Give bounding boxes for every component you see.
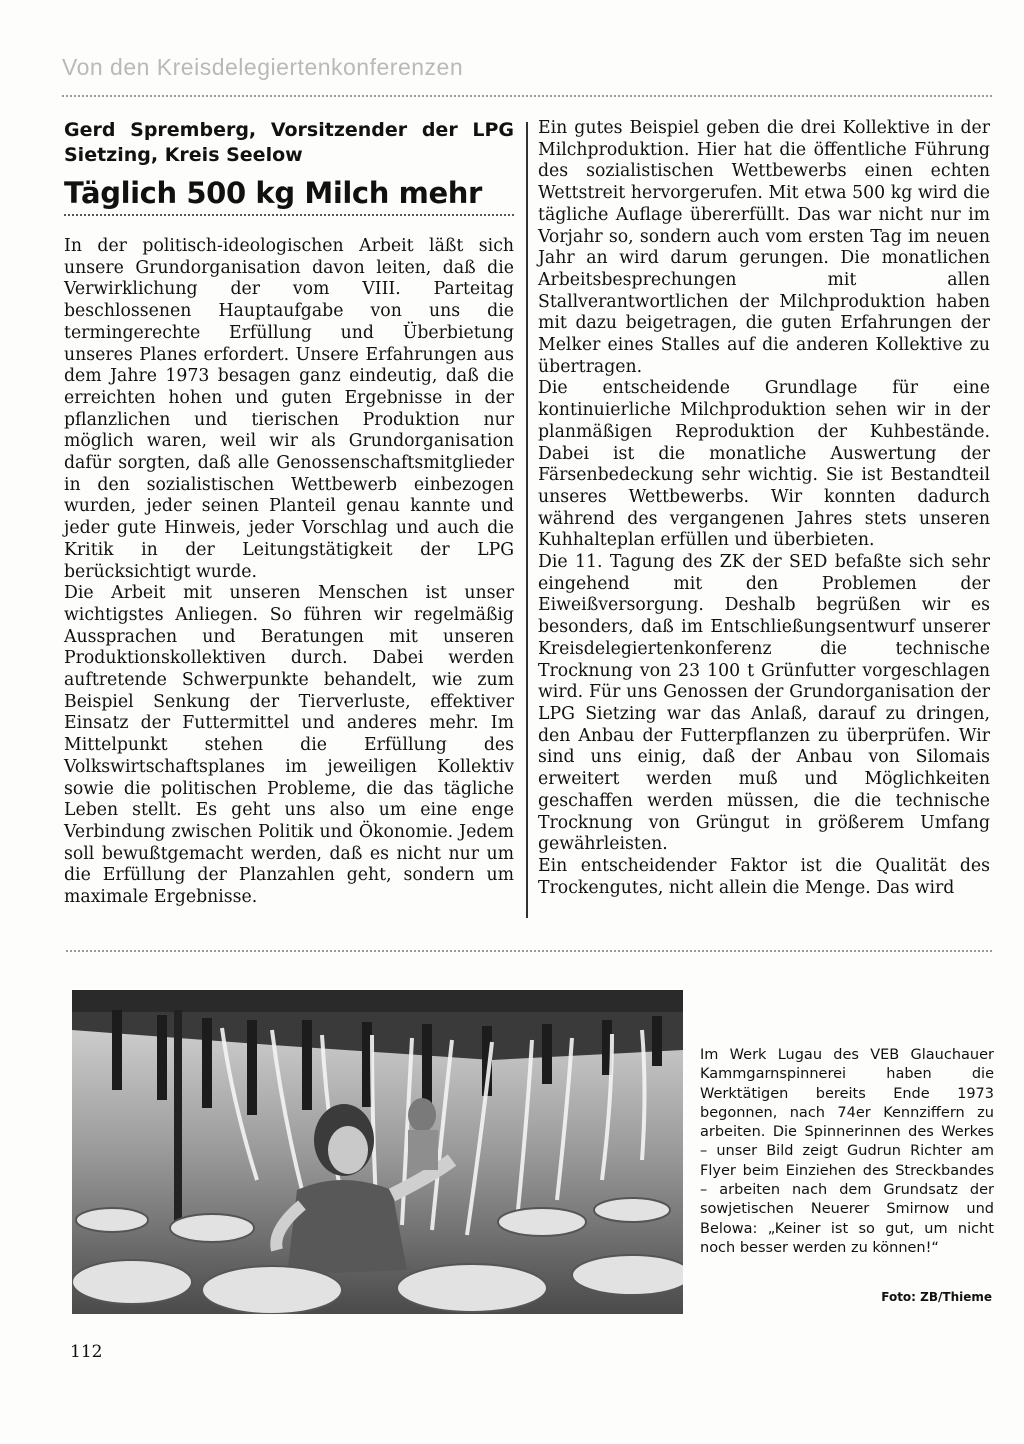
article-headline: Täglich 500 kg Milch mehr	[64, 176, 482, 210]
column-divider	[526, 122, 528, 918]
paragraph: Ein gutes Beispiel geben die drei Kollektive in der Milchproduktion. Hier hat die öffentliche Führung des sozialistischen Wettbewerbs einen echten Wettstreit hervorgerufen. Mit etwa 500 kg wird die tägliche Auflage übererfüllt. Das war nicht nur im Vorjahr so, sondern auch vom ersten Tag im neuen Jahr an wird darum gerungen. Die monatlichen Arbeitsbesprechungen mit allen Stallverantwortlichen der Milchproduktion haben mit dazu beigetragen, die guten Erfahrungen der Melker eines Stalles auf die anderen Kollektive zu übertragen.	[538, 118, 990, 377]
spinning-mill-photo	[72, 990, 683, 1314]
photo-divider	[66, 950, 992, 952]
photo-caption: Im Werk Lugau des VEB Glauchauer Kammgarnspinnerei haben die Werktätigen bereits Ende 1973 begonnen, nach 74er Kennziffern zu arbeiten. Die Spinnerinnen des Werkes – unser Bild zeigt Gudrun Richter am Flyer beim Einziehen des Streckbandes – arbeiten nach dem Grundsatz der sowjetischen Neuerer Smirnow und Belowa: „Keiner ist so gut, um nicht noch besser werden zu können!“	[700, 1047, 994, 1256]
article-right-column	[538, 118, 990, 899]
header-divider	[62, 95, 992, 97]
headline-divider	[64, 214, 514, 216]
paragraph: Die Arbeit mit unseren Menschen ist unser wichtigstes Anliegen. So führen wir regelmäßig Aussprachen und Beratungen mit unseren Produktionskollektiven durch. Dabei werden auftretende Schwerpunkte behandelt, wie zum Beispiel Senkung der Tierverluste, effektiver Einsatz der Futtermittel und anderes mehr. Im Mittelpunkt stehen die Erfüllung des Volkswirtschaftsplanes im jeweiligen Kollektiv sowie die politischen Probleme, die das tägliche Leben stellt. Es geht uns also um eine enge Verbindung zwischen Politik und Ökonomie. Jedem soll bewußtgemacht werden, daß es nicht nur um die Erfüllung der Planzahlen geht, sondern um maximale Ergebnisse.	[64, 583, 514, 908]
photo-illustration	[72, 990, 683, 1314]
paragraph: Die entscheidende Grundlage für eine kontinuierliche Milchproduktion sehen wir in der planmäßigen Reproduktion der Kuhbestände. Dabei ist die monatliche Auswertung der Färsenbedeckung sehr wichtig. Sie ist Bestandteil unseres Wettbewerbs. Wir konnten dadurch während des vergangenen Jahres stets unseren Kuhhalteplan erfüllen und überbieten.	[538, 378, 990, 551]
paragraph: Die 11. Tagung des ZK der SED befaßte sich sehr eingehend mit den Problemen der Eiweißversorgung. Deshalb begrüßen wir es besonders, daß im Entschließungsentwurf unserer Kreisdelegiertenkonferenz die technische Trocknung von 23 100 t Grünfutter vorgeschlagen wird. Für uns Genossen der Grundorganisation der LPG Sietzing war das Anlaß, darauf zu dringen, den Anbau der Futterpflanzen zu überprüfen. Wir sind uns einig, daß der Anbau von Silomais erweitert werden muß und Möglichkeiten geschaffen werden müssen, die die technische Trocknung von Grüngut in größerem Umfang gewährleisten.	[538, 552, 990, 855]
paragraph: In der politisch-ideologischen Arbeit läßt sich unsere Grundorganisation davon leiten, daß die Verwirklichung der vom VIII. Parteitag beschlossenen Hauptaufgabe von uns die termingerechte Erfüllung und Überbietung unseres Planes erfordert. Unsere Erfahrungen aus dem Jahre 1973 besagen ganz eindeutig, daß die erreichten hohen und guten Ergebnisse in der pflanzlichen und tierischen Produktion nur möglich waren, weil wir als Grundorganisation dafür sorgten, daß alle Genossenschaftsmitglieder in den sozialistischen Wettbewerb einbezogen wurden, jeder seinen Planteil genau kannte und jeder gute Hinweis, jeder Vorschlag und auch die Kritik in der Leitungstätigkeit der LPG berücksichtigt wurde.	[64, 236, 514, 582]
photo-credit: Foto: ZB/Thieme	[881, 1290, 992, 1304]
section-header: Von den Kreisdelegiertenkonferenzen	[62, 54, 464, 80]
article-byline: Gerd Spremberg, Vorsitzender der LPG Sietzing, Kreis Seelow	[64, 119, 514, 166]
article-left-column	[64, 118, 514, 909]
paragraph: Ein entscheidender Faktor ist die Qualität des Trockengutes, nicht allein die Menge. Das wird	[538, 855, 990, 898]
page-number: 112	[70, 1342, 103, 1362]
